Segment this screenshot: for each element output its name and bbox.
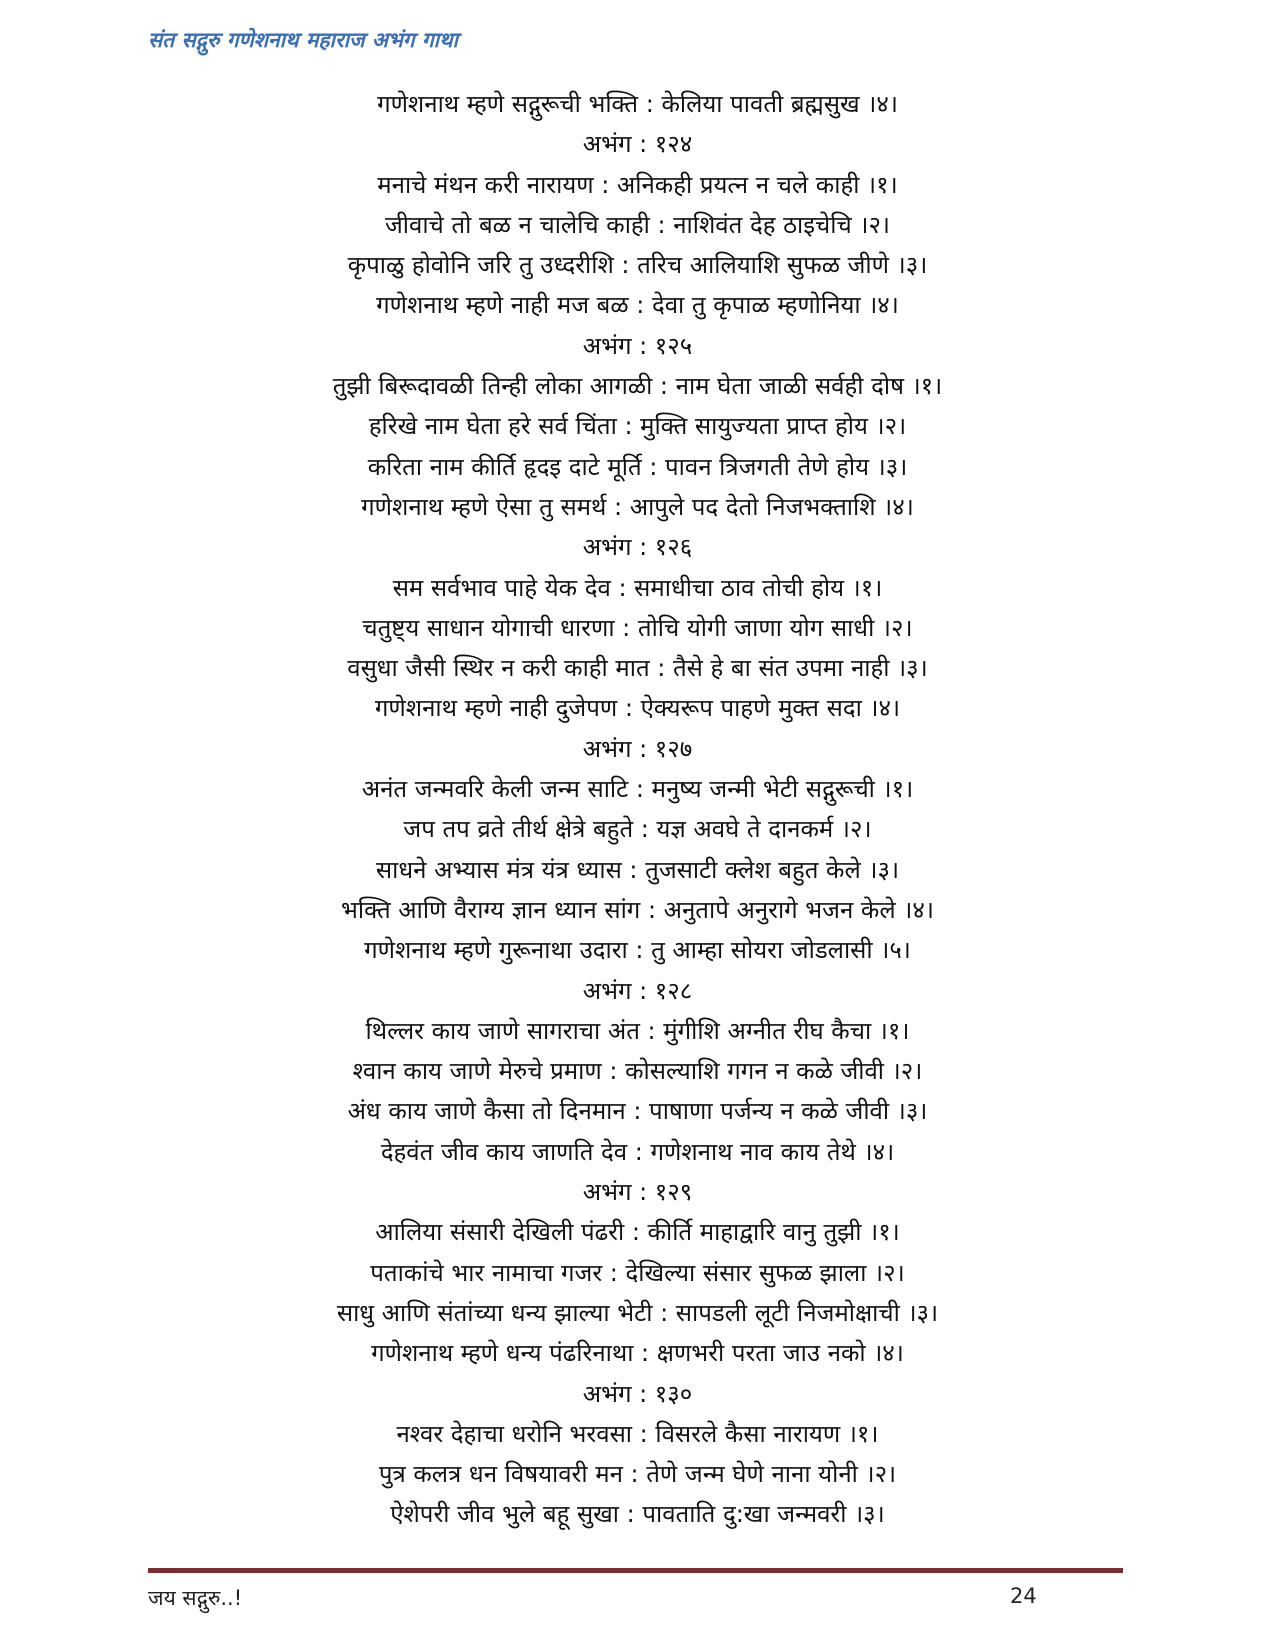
verse-line: गणेशनाथ म्हणे नाही मज बळ : देवा तु कृपाळ म्हणोनिया ।४। (376, 291, 899, 320)
running-header: संत सद्गुरु गणेशनाथ महाराज अभंग गाथा (148, 28, 458, 52)
verse-line: तुझी बिरूदावळी तिन्ही लोका आगळी : नाम घेता जाळी सर्वही दोष ।१। (332, 372, 943, 401)
footer-text: जय सद्गुरु..! (148, 1586, 243, 1610)
verse-line: पुत्र कलत्र धन विषयावरी मन : तेणे जन्म घेणे नाना योनी ।२। (378, 1460, 897, 1489)
verse-line: गणेशनाथ म्हणे धन्य पंढरिनाथा : क्षणभरी परता जाउ नको ।४। (371, 1339, 904, 1368)
verse-line: साधने अभ्यास मंत्र यंत्र ध्यास : तुजसाटी क्लेश बहुत केले ।३। (375, 855, 900, 884)
verse-line: गणेशनाथ म्हणे ऐसा तु समर्थ : आपुले पद देतो निजभक्ताशि ।४। (361, 492, 914, 521)
verse-line: चतुष्ट्य साधान योगाची धारणा : तोचि योगी जाणा योग साधी ।२। (362, 613, 913, 642)
verse-line: अनंत जन्मवरि केली जन्म साटि : मनुष्य जन्मी भेटी सद्गुरूची ।१। (361, 775, 914, 804)
verse-line: मनाचे मंथन करी नारायण : अनिकही प्रयत्न न चले काही ।१। (377, 170, 898, 199)
abhang-heading: अभंग : १२६ (582, 533, 693, 562)
verse-line: सम सर्वभाव पाहे येक देव : समाधीचा ठाव तोची होय ।१। (392, 573, 883, 602)
verse-line: नश्वर देहाचा धरोनि भरवसा : विसरले कैसा नारायण ।१। (396, 1419, 879, 1448)
abhang-heading: अभंग : १२४ (582, 130, 693, 159)
abhang-heading: अभंग : १२९ (582, 1178, 693, 1207)
footer-divider (148, 1568, 1123, 1573)
verse-line: वसुधा जैसी स्थिर न करी काही मात : तैसे हे बा संत उपमा नाही ।३। (347, 654, 928, 683)
abhang-heading: अभंग : १३० (582, 1379, 693, 1408)
verse-line: करिता नाम कीर्ति हृदइ दाटे मूर्ति : पावन त्रिजगती तेणे होय ।३। (367, 452, 908, 481)
verse-line: पताकांचे भार नामाचा गजर : देखिल्या संसार सुफळ झाला ।२। (370, 1258, 905, 1287)
verse-line: हरिखे नाम घेता हरे सर्व चिंता : मुक्ति सायुज्यता प्राप्त होय ।२। (368, 412, 907, 441)
verse-line: थिल्लर काय जाणे सागराचा अंत : मुंगीशि अग्नीत रीघ कैचा ।१। (365, 1016, 910, 1045)
verse-line: गणेशनाथ म्हणे गुरूनाथा उदारा : तु आम्हा सोयरा जोडलासी ।५। (364, 936, 911, 965)
abhang-heading: अभंग : १२५ (582, 331, 693, 360)
verse-line: जप तप व्रते तीर्थ क्षेत्रे बहुते : यज्ञ अवघे ते दानकर्म ।२। (403, 815, 872, 844)
verse-line: आलिया संसारी देखिली पंढरी : कीर्ति माहाद्वारि वानु तुझी ।१। (375, 1218, 900, 1247)
page-number: 24 (1010, 1584, 1037, 1608)
verse-line: गणेशनाथ म्हणे नाही दुजेपण : ऐक्यरूप पाहणे मुक्त सदा ।४। (374, 694, 901, 723)
verse-line: श्वान काय जाणे मेरुचे प्रमाण : कोसल्याशि गगन न कळे जीवी ।२। (352, 1057, 923, 1086)
verse-line: देहवंत जीव काय जाणति देव : गणेशनाथ नाव काय तेथे ।४। (380, 1137, 895, 1166)
verse-line: अंध काय जाणे कैसा तो दिनमान : पाषाणा पर्जन्य न कळे जीवी ।३। (347, 1097, 928, 1126)
verse-line: जीवाचे तो बळ न चालेचि काही : नाशिवंत देह ठाइचेचि ।२। (384, 210, 891, 239)
verse-line: भक्ति आणि वैराग्य ज्ञान ध्यान सांग : अनुतापे अनुरागे भजन केले ।४। (341, 895, 934, 924)
abhang-heading: अभंग : १२८ (582, 976, 693, 1005)
verse-body (0, 84, 1275, 1535)
verse-line: साधु आणि संतांच्या धन्य झाल्या भेटी : सापडली लूटी निजमोक्षाची ।३। (336, 1298, 939, 1327)
verse-line: गणेशनाथ म्हणे सद्गुरूची भक्ति : केलिया पावती ब्रह्मसुख ।४। (377, 90, 898, 118)
abhang-heading: अभंग : १२७ (582, 734, 693, 763)
verse-line: कृपाळु होवोनि जरि तु उध्दरीशि : तरिच आलियाशि सुफळ जीणे ।३। (347, 251, 928, 280)
verse-line: ऐशेपरी जीव भुले बहू सुखा : पावताति दु:खा जन्मवरी ।३। (390, 1500, 885, 1529)
